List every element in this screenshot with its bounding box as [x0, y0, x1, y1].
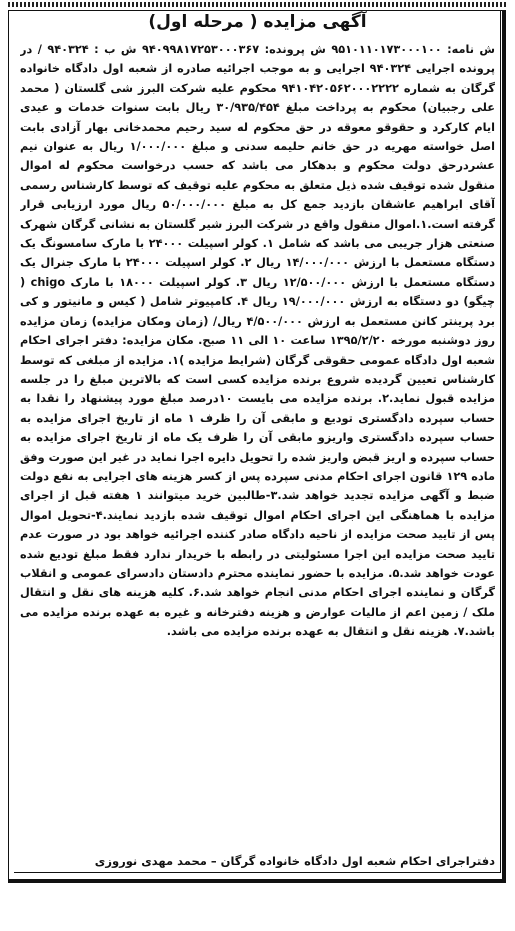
notice-signature: دفتراجرای احکام شعبه اول دادگاه خانواده گرگان – محمد مهدی نوروزی — [94, 854, 495, 868]
top-dotted-rule — [8, 2, 507, 7]
notice-body: ش نامه: ۹۵۱۰۱۱۰۱۷۳۰۰۰۱۰۰ ش پرونده: ۹۴۰۹۹۸۱۷۲۵۳۰۰۰۳۶۷ ش ب : ۹۴۰۳۲۴ / در پرونده اجرایی ۹۴۰۳۲۴ اجرایی و به موجب اجرائیه صادره از شعبه اول دادگاه خانواده گرگان به شماره ۹۴۱۰۴۲۰۵۶۲۰۰۰۲۲۲۲ محکوم علیه شرکت البرز شی گلستان ( محمد علی رجبیان) محکوم به پرداخت مبلغ ۳۰/۹۳۵/۴۵۴ ریال بابت سنوات خدمات و عیدی ایام کارکرد و حقوقو معوقه در حق محکوم له سید رحیم محمدخانی بهار آزادی بابت اصل خواسته مهریه در حق خانم حلیمه سدنی و مبلغ ۱/۰۰۰/۰۰۰ ریال به عنوان نیم عشردرحق دولت محکوم و بدهکار می باشد که حسب درخواست محکوم له اموال منقول شده توقیف شده ذیل متعلق به محکوم علیه توقیف که توسط کارشناس رسمی آقای ابراهیم عاشقان بازدید جمع کل به مبلغ ۵۰/۰۰۰/۰۰۰ ریال مورد ارزیابی قرار گرفته است.۱.اموال منقول واقع در شرکت البرز شیر گلستان به نشانی گرگان شهرک صنعتی هزار جریبی می باشد که شامل ۱. کولر اسپیلت ۲۴۰۰۰ با مارک سامسونگ یک دستگاه مستعمل با ارزش ۱۴/۰۰۰/۰۰۰ ریال ۲. کولر اسپیلت ۲۴۰۰۰ با مارک جنرال یک دستگاه مستعمل با ارزش ۱۲/۵۰۰/۰۰۰ ریال ۳. کولر اسپیلت ۱۸۰۰۰ با مارک chigo ( چیگو) دو دستگاه به ارزش ۱۹/۰۰۰/۰۰۰ ریال ۴. کامپیوتر شامل ( کیس و مانیتور و کی برد پرینتر کانن مستعمل به ارزش ۴/۵۰۰/۰۰۰ ریال/ (زمان ومکان مزایده) زمان مزایده روز دوشنبه مورخه ۱۳۹۵/۲/۲۰ ساعت ۱۰ الی ۱۱ صبح. مکان مزایده: دفتر اجرای احکام شعبه اول دادگاه عمومی حقوقی گرگان (شرایط مزایده )۱. مزایده از مبلغی که توسط کارشناس تعیین گردیده شروع برنده مزایده کسی است که بالاترین مبلغ را در جلسه مزایده قبول نماید.۲. برنده مزایده می بایست ۱۰درصد مبلغ مورد پیشنهاد را نقدا به حساب سپرده دادگستری تودیع و مابقی آن را ظرف ۱ ماه از تاریخ اجرای مزایده به حساب سپرده دادگستری واریزو مابقی آن را ظرف یک ماه از تاریخ اجرای مزایده به حساب سپرده و اریز قبض واریز شده را تحویل دایره اجرا نماید در غیر این صورت وفق ماده ۱۲۹ قانون اجرای احکام مدنی سپرده پس از کسر هزینه های اجرایی به نفع دولت ضبط و آگهی مزایده تجدید خواهد شد.۳-طالبین خرید میتوانند ۱ هفته قبل از اجرای مزایده با هماهنگی این اجرای احکام اموال توقیف شده بازدید نمایند.۴-تحویل اموال پس از تایید صحت مزایده از ناحیه دادگاه صادر کننده اجرائیه خواهد بود در صورت عدم تایید صحت مزایده این اجرا مسئولیتی در رابطه با خریدار ندارد فقط مبلغ تودیع شده عودت خواهد شد.۵. مزایده با حضور نماینده محترم دادستان دادسرای عمومی و انقلاب گرگان و نماینده اجرای احکام مدنی انجام خواهد شد.۶. کلیه هزینه های نقل و انتقال ملک / زمین اعم از مالیات عوارض و هزینه دفترخانه و غیره به عهده برنده مزایده می باشد.۷. هزینه نقل و انتقال به عهده برنده مزایده می باشد. — [20, 43, 495, 639]
notice-title: آگهی مزایده ( مرحله اول) — [148, 12, 367, 32]
